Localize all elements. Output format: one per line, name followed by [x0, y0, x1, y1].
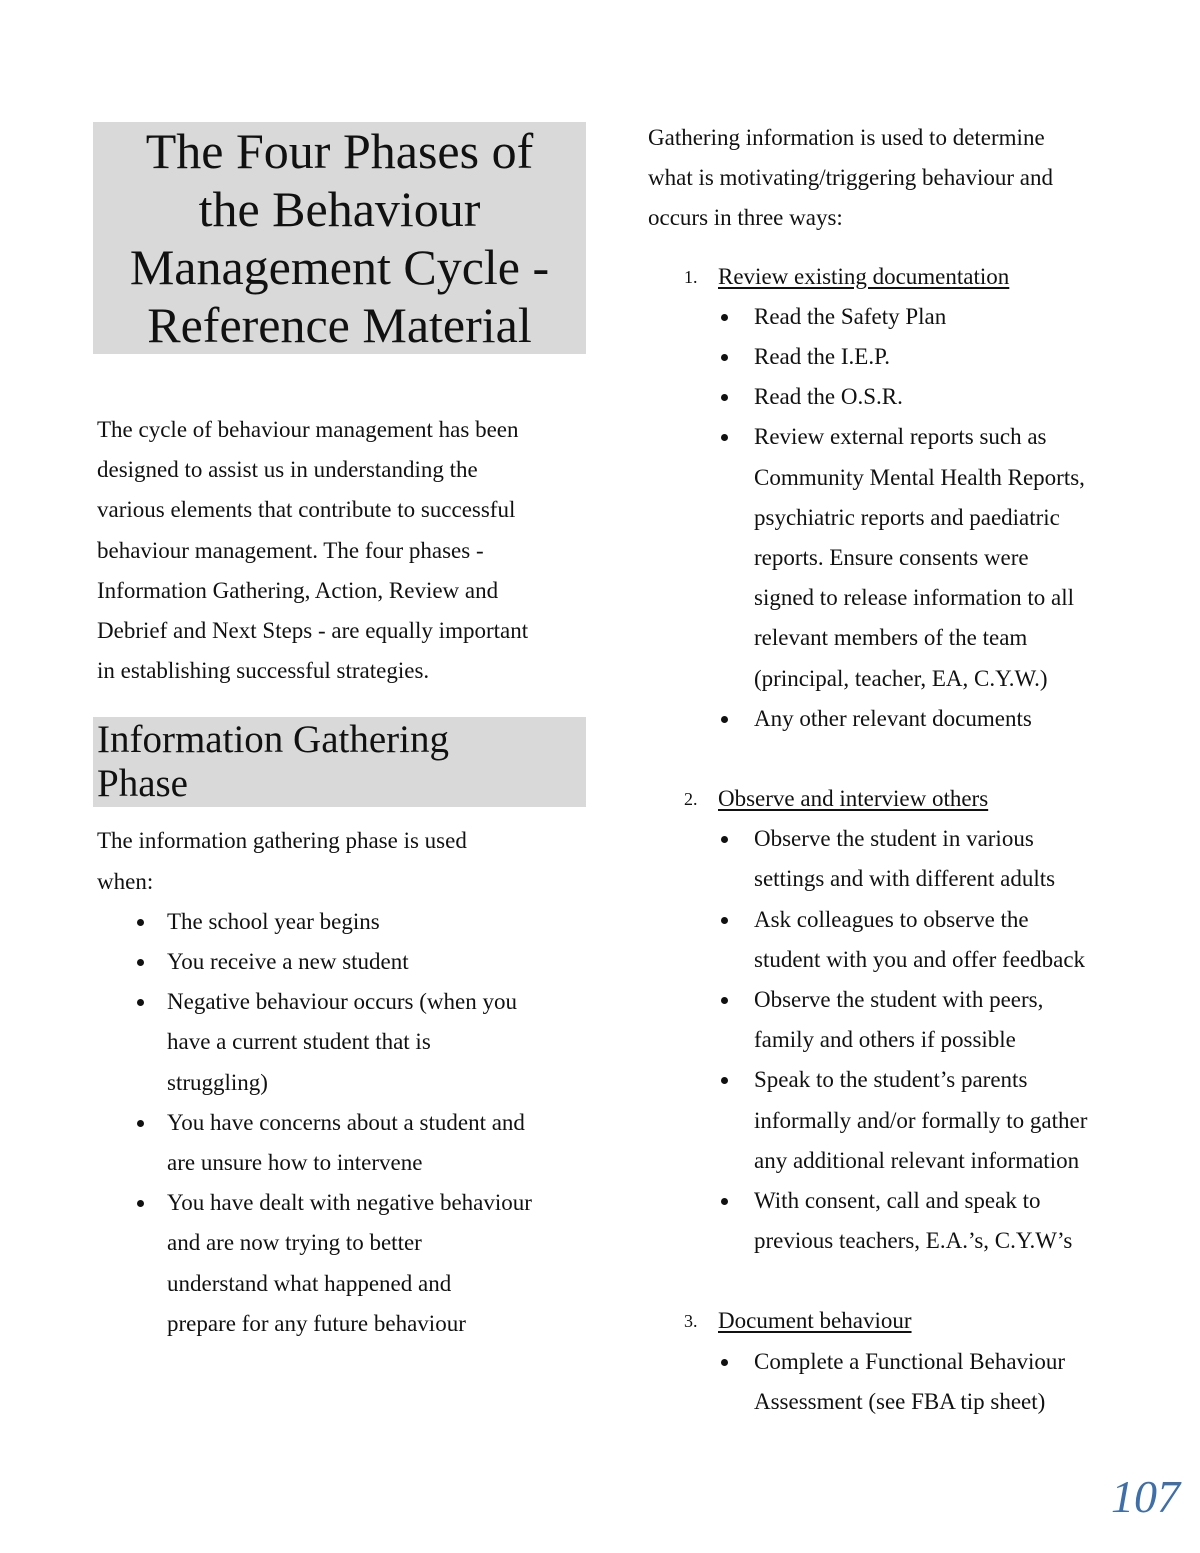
list-item — [718, 337, 1168, 377]
phase-intro-line: when: — [97, 868, 154, 894]
heading-line: Information Gathering — [97, 718, 449, 762]
list-item — [718, 900, 1168, 980]
step-title: Document behaviour — [718, 1308, 912, 1334]
title-line: the Behaviour — [198, 181, 481, 237]
list-item-line: and are now trying to better — [167, 1230, 422, 1256]
intro-line: Debrief and Next Steps - are equally important — [97, 618, 529, 644]
list-item-line: reports. Ensure consents were — [754, 545, 1029, 571]
step-bullets — [718, 1342, 1168, 1422]
bullet-icon — [721, 716, 728, 723]
title-line: Management Cycle - — [129, 239, 550, 295]
intro-line: various elements that contribute to successful — [97, 497, 516, 523]
list-item-line: psychiatric reports and paediatric — [754, 504, 1060, 530]
when-list — [93, 902, 586, 1344]
list-item-line: Complete a Functional Behaviour — [754, 1348, 1066, 1374]
list-item-line: previous teachers, E.A.’s, C.Y.W’s — [754, 1228, 1073, 1254]
list-item-line: Read the Safety Plan — [754, 303, 947, 329]
list-item-line: settings and with different adults — [754, 866, 1056, 892]
list-item-line: With consent, call and speak to — [754, 1188, 1041, 1214]
section-heading — [93, 717, 586, 807]
right-intro-line: Gathering information is used to determine — [648, 125, 1045, 150]
list-item — [718, 417, 1168, 698]
list-item — [718, 980, 1168, 1060]
list-item-line: Review external reports such as — [754, 424, 1047, 450]
step-bullets — [718, 297, 1168, 739]
list-item — [718, 1342, 1168, 1422]
step-number: 2. — [684, 789, 698, 810]
right-column — [648, 122, 1168, 1422]
list-item-line: Observe the student with peers, — [754, 987, 1044, 1013]
list-item — [718, 297, 1168, 337]
list-item-line: any additional relevant information — [754, 1147, 1080, 1173]
bullet-icon — [721, 354, 728, 361]
intro-paragraph — [93, 410, 586, 691]
step-title: Review existing documentation — [718, 263, 1010, 289]
list-item-line: Community Mental Health Reports, — [754, 464, 1085, 490]
intro-line: The cycle of behaviour management has been — [97, 417, 519, 442]
bullet-icon — [721, 1198, 728, 1205]
intro-line: in establishing successful strategies. — [97, 658, 430, 684]
step-item — [648, 257, 1168, 739]
page-title — [93, 122, 586, 354]
list-item-line: are unsure how to intervene — [167, 1150, 423, 1176]
list-item — [93, 1103, 586, 1183]
title-line: Reference Material — [147, 297, 532, 353]
bullet-icon — [721, 1077, 728, 1084]
list-item — [93, 1183, 586, 1344]
heading-line: Phase — [97, 762, 188, 806]
step-number: 1. — [684, 266, 698, 287]
title-line: The Four Phases of — [145, 123, 534, 179]
step-item — [648, 779, 1168, 1261]
list-item — [718, 377, 1168, 417]
list-item-line: signed to release information to all — [754, 585, 1074, 611]
list-item-line: prepare for any future behaviour — [167, 1310, 466, 1336]
step-title: Observe and interview others — [718, 786, 989, 812]
right-intro-line: what is motivating/triggering behaviour and — [648, 165, 1053, 191]
step-item — [648, 1301, 1168, 1422]
list-item-line: Negative behaviour occurs (when you — [167, 989, 517, 1015]
steps-list — [648, 257, 1168, 1422]
list-item-line: have a current student that is — [167, 1029, 431, 1055]
bullet-icon — [137, 999, 144, 1006]
list-item-line: student with you and offer feedback — [754, 946, 1086, 972]
list-item — [93, 942, 586, 982]
left-column — [93, 122, 586, 1344]
list-item — [718, 819, 1168, 899]
list-item-line: You have dealt with negative behaviour — [167, 1190, 532, 1216]
bullet-icon — [137, 1200, 144, 1207]
bullet-icon — [721, 997, 728, 1004]
intro-line: behaviour management. The four phases - — [97, 537, 484, 563]
list-item-line: struggling) — [167, 1069, 268, 1095]
list-item-line: informally and/or formally to gather — [754, 1107, 1088, 1133]
bullet-icon — [721, 1359, 728, 1366]
list-item-line: relevant members of the team — [754, 625, 1028, 651]
list-item-line: Ask colleagues to observe the — [754, 906, 1029, 932]
phase-intro — [93, 821, 586, 901]
list-item-line: Assessment (see FBA tip sheet) — [754, 1388, 1046, 1414]
list-item-line: family and others if possible — [754, 1027, 1016, 1053]
step-bullets — [718, 819, 1168, 1261]
step-number: 3. — [684, 1311, 698, 1332]
intro-line: designed to assist us in understanding the — [97, 457, 478, 483]
bullet-icon — [137, 959, 144, 966]
page-number: 107 — [1111, 1471, 1180, 1522]
list-item — [93, 902, 586, 942]
bullet-icon — [721, 434, 728, 441]
list-item-line: (principal, teacher, EA, C.Y.W.) — [754, 665, 1048, 691]
bullet-icon — [721, 314, 728, 321]
bullet-icon — [721, 917, 728, 924]
intro-line: Information Gathering, Action, Review and — [97, 577, 499, 603]
list-item — [93, 982, 586, 1103]
phase-intro-line: The information gathering phase is used — [97, 828, 467, 854]
bullet-icon — [137, 1120, 144, 1127]
list-item-line: Read the O.S.R. — [754, 384, 903, 410]
list-item-line: understand what happened and — [167, 1270, 452, 1296]
list-item-line: Read the I.E.P. — [754, 344, 891, 370]
list-item-line: You receive a new student — [167, 949, 409, 975]
list-item — [718, 1181, 1168, 1261]
list-item-line: The school year begins — [167, 908, 380, 934]
list-item-line: Any other relevant documents — [754, 705, 1032, 731]
right-intro-line: occurs in three ways: — [648, 205, 843, 231]
right-intro — [648, 118, 1168, 239]
bullet-icon — [721, 836, 728, 843]
list-item-line: Observe the student in various — [754, 826, 1034, 852]
bullet-icon — [721, 394, 728, 401]
list-item — [718, 699, 1168, 739]
list-item-line: You have concerns about a student and — [167, 1109, 525, 1135]
list-item — [718, 1060, 1168, 1181]
list-item-line: Speak to the student’s parents — [754, 1067, 1028, 1093]
bullet-icon — [137, 919, 144, 926]
